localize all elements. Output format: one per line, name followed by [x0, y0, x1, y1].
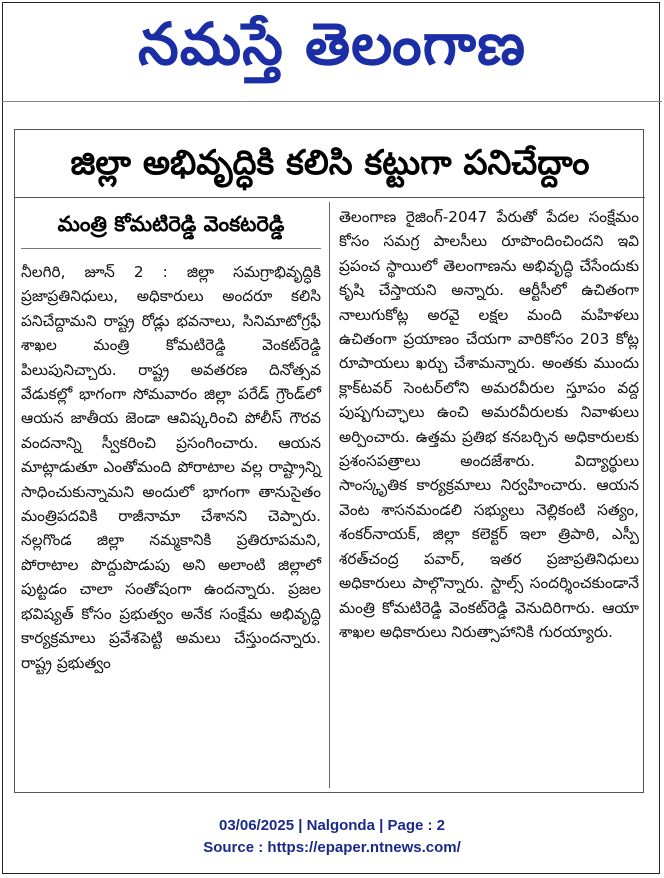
- edition-info: 03/06/2025 | Nalgonda | Page : 2: [219, 817, 445, 834]
- source-link[interactable]: Source : https://epaper.ntnews.com/: [203, 839, 461, 856]
- news-clipping: [14, 129, 644, 793]
- article-byline: మంత్రి కోమటిరెడ్డి వెంకటరెడ్డి: [57, 212, 285, 236]
- column-left-text: నీలగిరి, జూన్ 2 : జిల్లా సమగ్రాభివృద్ధికి ప్రజాప్రతినిధులు, అధికారులు అందరూ కలిసి పనిచేద్దామని రాష్ట్ర రోడ్లు భవనాలు, సినిమాటోగ్రఫీ శాఖల మంత్రి కోమటిరెడ్డి వెంకట్‌రెడ్డి పిలుపునిచ్చారు. రాష్ట్ర అవతరణ దినోత్సవ వేడుకల్లో భాగంగా సోమవారం జిల్లా పరేడ్ గ్రౌండ్‌లో ఆయన జాతీయ జెండా ఆవిష్కరించి పోలీస్ గౌరవ వందనాన్ని స్వీకరించి ప్రసంగించారు. ఆయన మాట్లాడుతూ ఎంతోమంది పోరాటాల వల్ల రాష్ట్రాన్ని సాధించుకున్నామని అందులో భాగంగా తానుసైతం మంత్రిపదవికి రాజీనామా చేశానని చెప్పారు. నల్లగొండ జిల్లా నమ్మకానికి ప్రతిరూపమని, పోరాటాల పొద్దుపొడుపు అని అలాంటి జిల్లాలో పుట్టడం చాలా సంతోషంగా ఉందన్నారు. ప్రజల భవిష్యత్ కోసం ప్రభుత్వం అనేక సంక్షేమ అభివృద్ధి కార్యక్రమాలు ప్రవేశపెట్టి అమలు చేస్తుందన్నారు. రాష్ట్ర ప్రభుత్వం: [21, 263, 321, 672]
- article-column-right: [339, 205, 639, 644]
- article-column-left: [21, 260, 321, 675]
- column-right-text: తెలంగాణ రైజింగ్-2047 పేరుతో పేదల సంక్షేమం కోసం సమగ్ర పాలసీలు రూపొందించిందని ఇవి ప్రపంచ స్థాయిలో తెలంగాణను అభివృద్ధి చేసేందుకు కృషి చేస్తాయని అన్నారు. ఆర్టీసీలో ఉచితంగా నాలుగుకోట్ల అరవై లక్షల మంది మహిళలు ఉచితంగా ప్రయాణం చేయగా వారికోసం 203 కోట్ల రూపాయలు ఖర్చు చేశామన్నారు. అంతకు ముందు క్లాక్‌టవర్ సెంటర్‌లోని అమరవీరుల స్తూపం వద్ద పుష్పగుచ్ఛాలు ఉంచి అమరవీరులకు నివాళులు అర్పించారు. ఉత్తమ ప్రతిభ కనబర్చిన అధికారులకు ప్రశంసపత్రాలు అందజేశారు. విద్యార్థులు సాంస్కృతిక కార్యక్రమాలు నిర్వహించారు. ఆయన వెంట శాసనమండలి సభ్యులు నెల్లికంటి సత్యం, శంకర్‌నాయక్, జిల్లా కలెక్టర్ ఇలా త్రిపాఠి, ఎస్పీ శరత్‌చంద్ర పవార్, ఇతర ప్రజాప్రతినిధులు అధికారులు పాల్గొన్నారు. స్టాల్స్ సందర్శించకుండానే మంత్రి కోమటిరెడ్డి వెంకట్‌రెడ్డి వెనుదిరిగారు. ఆయా శాఖల అధికారులు నిరుత్సాహానికి గురయ్యారు.: [339, 208, 639, 641]
- byline-divider: [21, 248, 321, 249]
- newspaper-masthead: నమస్తే తెలంగాణ: [138, 10, 526, 78]
- masthead-divider: [2, 101, 662, 102]
- headline-divider: [15, 197, 645, 198]
- article-headline: జిల్లా అభివృద్ధికి కలిసి కట్టుగా పనిచేద్దాం: [70, 143, 590, 183]
- column-divider: [329, 202, 330, 788]
- source-footer: [0, 815, 664, 859]
